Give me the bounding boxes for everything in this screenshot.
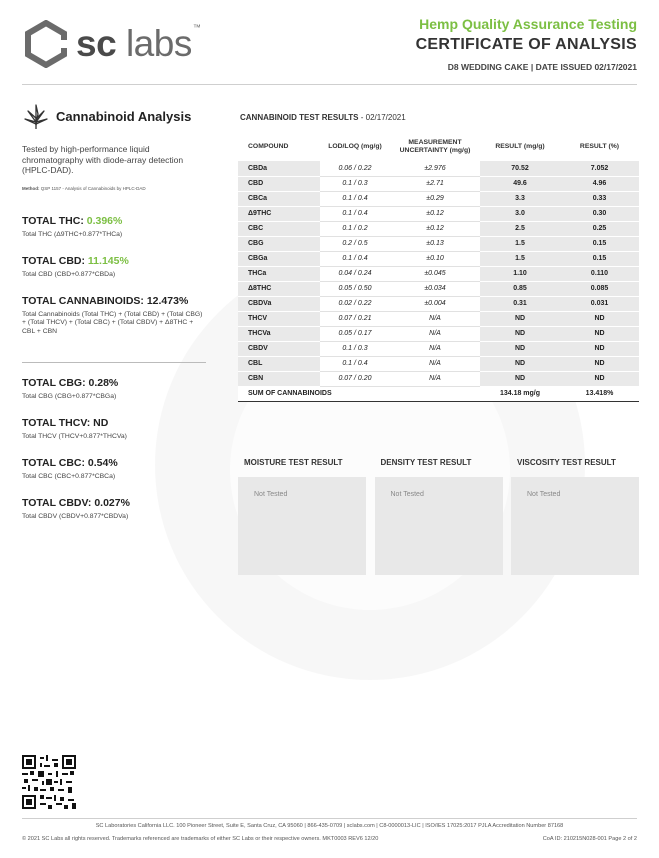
footer-coa-id: CoA ID: 210215N028-001 Page 2 of 2 <box>542 836 637 842</box>
cell-mg: 1.5 <box>480 251 560 266</box>
cell-mu: ±0.29 <box>390 191 480 206</box>
left-column <box>22 102 206 521</box>
analysis-method: Method: QSP 1157 - Analysis of Cannabinoids by HPLC-DAD <box>22 185 146 191</box>
density-test-box: DENSITY TEST RESULT Not Tested <box>375 453 503 575</box>
cell-mg: ND <box>480 371 560 386</box>
cell-lod: 0.04 / 0.24 <box>320 266 390 281</box>
total-thcv: TOTAL THCV: ND Total THCV (THCV+0.877*THCVa) <box>22 416 127 440</box>
footer-divider <box>22 818 637 819</box>
cell-mu: ±0.12 <box>390 221 480 236</box>
cell-mu: ±0.12 <box>390 206 480 221</box>
cell-pct: 0.110 <box>560 266 639 281</box>
cell-mu: ±0.034 <box>390 281 480 296</box>
cell-mu: ±2.976 <box>390 161 480 176</box>
cell-mg: 2.5 <box>480 221 560 236</box>
cannabis-leaf-icon <box>22 102 50 130</box>
footer-copyright: © 2021 SC Labs all rights reserved. Trademarks referenced are trademarks of either SC Labs or their respective owners. MKT0003 REV6 12/20 <box>22 836 379 842</box>
cell-mg: 1.5 <box>480 236 560 251</box>
sum-row <box>238 386 639 401</box>
total-cbdv: TOTAL CBDV: 0.027% Total CBDV (CBDV+0.877*CBDVa) <box>22 497 130 521</box>
qr-code-icon[interactable] <box>22 755 76 809</box>
header-result-mg: RESULT (mg/g) <box>495 143 545 151</box>
cell-compound: THCVa <box>238 326 320 341</box>
table-row <box>238 281 639 296</box>
cell-mu: ±0.10 <box>390 251 480 266</box>
total-cbc: TOTAL CBC: 0.54% Total CBC (CBC+0.877*CBCa) <box>22 456 118 480</box>
cell-mu: N/A <box>390 371 480 386</box>
table-row <box>238 236 639 251</box>
cell-compound: CBDa <box>238 161 320 176</box>
cell-pct: ND <box>560 311 639 326</box>
footer-address: SC Laboratories California LLC. 100 Pioneer Street, Suite E, Santa Cruz, CA 95060 | 866-435-0709 | sclabs.com | C8-0000013-LIC | ISO/IES 17025:2017 PJLA Accreditation Number 87168 <box>95 823 564 829</box>
cell-mu: ±2.71 <box>390 176 480 191</box>
header-compound: COMPOUND <box>248 143 289 151</box>
cannabinoid-analysis-heading <box>22 102 206 130</box>
cell-pct: 7.052 <box>560 161 639 176</box>
cell-compound: Δ8THC <box>238 281 320 296</box>
cell-pct: 0.30 <box>560 206 639 221</box>
cell-compound: CBDVa <box>238 296 320 311</box>
table-header-row <box>238 133 639 161</box>
cell-pct: 4.96 <box>560 176 639 191</box>
cell-lod: 0.07 / 0.20 <box>320 371 390 386</box>
cell-lod: 0.1 / 0.3 <box>320 341 390 356</box>
results-table <box>238 133 639 402</box>
cell-mu: N/A <box>390 356 480 371</box>
cell-pct: 0.085 <box>560 281 639 296</box>
sum-mg: 134.18 mg/g <box>480 386 560 401</box>
table-row <box>238 206 639 221</box>
cell-mg: ND <box>480 356 560 371</box>
cell-lod: 0.05 / 0.50 <box>320 281 390 296</box>
table-row <box>238 251 639 266</box>
cell-compound: CBC <box>238 221 320 236</box>
cell-mu: ±0.045 <box>390 266 480 281</box>
total-cannabinoids: TOTAL CANNABINOIDS: 12.473% Total Cannabinoids (Total THC) + (Total CBD) + (Total CBG) + (Total THCV) + (Total CBC) + (Total CBDV) + Δ8THC + CBL + CBN <box>22 295 203 335</box>
results-title: CANNABINOID TEST RESULTS - 02/17/2021 <box>240 113 406 122</box>
table-row <box>238 221 639 236</box>
cell-pct: 0.15 <box>560 251 639 266</box>
page-subtitle: D8 WEDDING CAKE | DATE ISSUED 02/17/2021 <box>447 62 637 72</box>
header-lod: LOD/LOQ (mg/g) <box>328 143 382 151</box>
table-row <box>238 176 639 191</box>
cell-pct: 0.15 <box>560 236 639 251</box>
cell-compound: THCV <box>238 311 320 326</box>
cell-mg: 49.6 <box>480 176 560 191</box>
cell-pct: ND <box>560 356 639 371</box>
cell-pct: 0.25 <box>560 221 639 236</box>
cell-pct: ND <box>560 341 639 356</box>
cell-mu: N/A <box>390 326 480 341</box>
table-row <box>238 371 639 386</box>
total-thc: TOTAL THC: 0.396% Total THC (Δ9THC+0.877*THCa) <box>22 214 123 238</box>
sum-label: SUM OF CANNABINOIDS <box>238 386 480 401</box>
cell-lod: 0.05 / 0.17 <box>320 326 390 341</box>
header-uncertainty: MEASUREMENT UNCERTAINTY (mg/g) <box>399 139 471 154</box>
cell-lod: 0.1 / 0.4 <box>320 356 390 371</box>
cell-lod: 0.1 / 0.4 <box>320 206 390 221</box>
table-row <box>238 161 639 176</box>
cell-lod: 0.07 / 0.21 <box>320 311 390 326</box>
table-row <box>238 191 639 206</box>
cell-mu: ±0.004 <box>390 296 480 311</box>
cell-lod: 0.06 / 0.22 <box>320 161 390 176</box>
viscosity-test-box: VISCOSITY TEST RESULT Not Tested <box>511 453 639 575</box>
analysis-description: Tested by high-performance liquid chromatography with diode-array detection (HPLC-DAD). <box>22 144 184 176</box>
cell-compound: CBN <box>238 371 320 386</box>
table-row <box>238 296 639 311</box>
cell-mg: ND <box>480 311 560 326</box>
cell-mg: 0.85 <box>480 281 560 296</box>
cell-mg: 0.31 <box>480 296 560 311</box>
table-row <box>238 266 639 281</box>
left-divider <box>22 362 206 363</box>
cell-mu: ±0.13 <box>390 236 480 251</box>
cell-mg: 1.10 <box>480 266 560 281</box>
header-divider <box>22 84 637 85</box>
table-row <box>238 311 639 326</box>
cell-mu: N/A <box>390 341 480 356</box>
cell-mg: 3.3 <box>480 191 560 206</box>
cell-compound: CBG <box>238 236 320 251</box>
cell-pct: 0.33 <box>560 191 639 206</box>
cell-compound: CBCa <box>238 191 320 206</box>
cell-lod: 0.1 / 0.3 <box>320 176 390 191</box>
hexagon-logo-icon <box>22 20 70 68</box>
cell-mg: ND <box>480 326 560 341</box>
cell-compound: Δ9THC <box>238 206 320 221</box>
cell-lod: 0.1 / 0.4 <box>320 251 390 266</box>
cell-pct: 0.031 <box>560 296 639 311</box>
cell-compound: CBD <box>238 176 320 191</box>
sum-pct: 13.418% <box>560 386 639 401</box>
test-result-boxes <box>238 453 639 575</box>
cell-mu: N/A <box>390 311 480 326</box>
cell-mg: 70.52 <box>480 161 560 176</box>
cell-mg: ND <box>480 341 560 356</box>
cell-lod: 0.1 / 0.2 <box>320 221 390 236</box>
cell-compound: CBDV <box>238 341 320 356</box>
cell-lod: 0.02 / 0.22 <box>320 296 390 311</box>
cell-pct: ND <box>560 371 639 386</box>
cell-pct: ND <box>560 326 639 341</box>
logo-wordmark: sc labs™ <box>76 23 201 64</box>
header-right <box>416 16 637 72</box>
page-title: CERTIFICATE OF ANALYSIS <box>415 36 637 53</box>
cell-compound: CBL <box>238 356 320 371</box>
sc-labs-logo <box>22 20 200 68</box>
analysis-title: Cannabinoid Analysis <box>56 108 192 124</box>
total-cbg: TOTAL CBG: 0.28% Total CBG (CBG+0.877*CBGa) <box>22 376 119 400</box>
moisture-test-box: MOISTURE TEST RESULT Not Tested <box>238 453 366 575</box>
cell-mg: 3.0 <box>480 206 560 221</box>
cell-lod: 0.2 / 0.5 <box>320 236 390 251</box>
cell-compound: THCa <box>238 266 320 281</box>
cell-lod: 0.1 / 0.4 <box>320 191 390 206</box>
table-row <box>238 326 639 341</box>
footer-legal <box>22 836 637 842</box>
cell-compound: CBGa <box>238 251 320 266</box>
table-row <box>238 341 639 356</box>
table-row <box>238 356 639 371</box>
header-tagline: Hemp Quality Assurance Testing <box>419 16 637 32</box>
header-result-pct: RESULT (%) <box>579 143 620 151</box>
total-cbd: TOTAL CBD: 11.145% Total CBD (CBD+0.877*CBDa) <box>22 255 129 279</box>
